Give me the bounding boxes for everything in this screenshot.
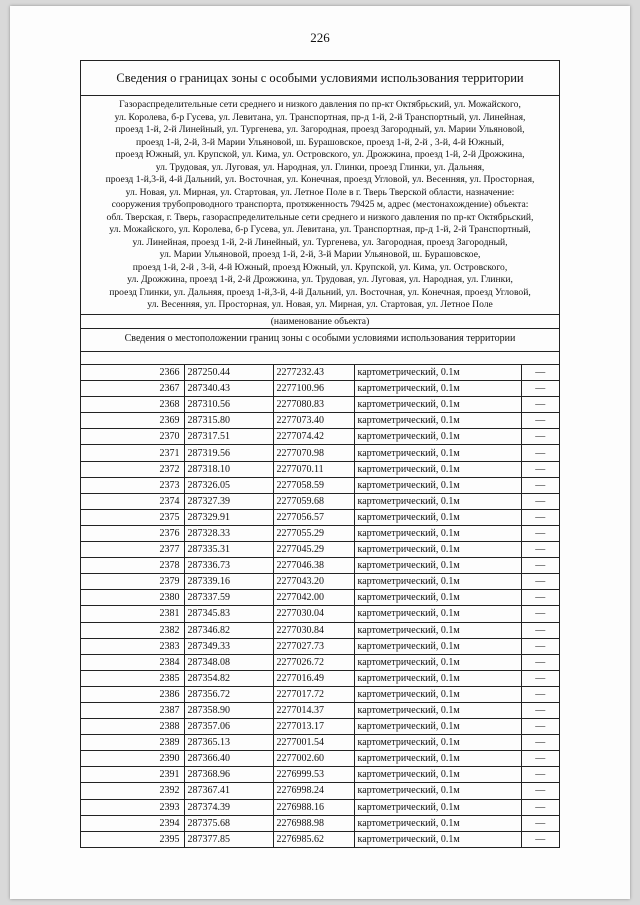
note-cell: — <box>521 686 559 702</box>
location-section-title: Сведения о местоположении границ зоны с особыми условиями использования территории <box>81 329 559 352</box>
note-cell: — <box>521 767 559 783</box>
table-row <box>81 509 559 525</box>
table-row <box>81 815 559 831</box>
zone-boundary-form <box>80 60 560 848</box>
y-coordinate-cell: 2277013.17 <box>273 719 354 735</box>
y-coordinate-cell: 2277100.96 <box>273 381 354 397</box>
object-description: Газораспределительные сети среднего и низкого давления по пр-кт Октябрьский, ул. Можайского, ул. Королева, б-р Гусева, ул. Левитана, ул. Транспортная, пр-д 1-й, 2-й Транспортный, ул. Линейная, проезд 1-й, 2-й Линейный, ул. Тургенева, ул. Загородная, проезд Загородный, ул. Марии Ульяновой, проезд 1-й, 2-й, 3-й Марии Ульяновой, ш. Бурашовское, проезд 1-й, 2-й , 3-й, 4-й Южный, проезд Южный, ул. Крупской, ул. Кима, ул. Островского, ул. Дрожжина, проезд 1-й, 2-й Дрожжина, ул. Трудовая, ул. Луговая, ул. Народная, ул. Глинки, проезд Глинки, ул. Дальняя, проезд 1-й,3-й, 4-й Дальний, ул. Восточная, ул. Конечная, проезд Угловой, ул. Весенняя, ул. Просторная, ул. Новая, ул. Мирная, ул. Стартовая, ул. Летное Поле в г. Тверь Тверской области, назначение: сооружения трубопроводного транспорта, протяженность 79425 м, адрес (местонахождение) объекта: обл. Тверская, г. Тверь, газораспределительные сети среднего и низкого давления по пр-кт Октябрьский, ул. Можайского, ул. Королева, б-р Гусева, ул. Левитана, ул. Транспортная, пр-д 1-й, 2-й Транспортный, ул. Линейная, проезд 1-й, 2-й Линейный, ул. Тургенева, ул. Загородная, проезд Загородный, ул. Марии Ульяновой, проезд 1-й, 2-й, 3-й Марии Ульяновой, ш. Бурашовское, проезд 1-й, 2-й , 3-й, 4-й Южный, проезд Южный, ул. Крупской, ул. Кима, ул. Островского, ул. Дрожжина, проезд 1-й, 2-й Дрожжина, ул. Трудовая, ул. Луговая, ул. Народная, ул. Глинки, проезд Глинки, ул. Дальняя, проезд 1-й,3-й, 4-й Дальний, ул. Восточная, ул. Конечная, проезд Угловой, ул. Весенняя, ул. Просторная, ул. Новая, ул. Мирная, ул. Стартовая, ул. Летное Поле <box>81 96 559 315</box>
y-coordinate-cell: 2277014.37 <box>273 702 354 718</box>
note-cell: — <box>521 719 559 735</box>
y-coordinate-cell: 2277055.29 <box>273 525 354 541</box>
method-cell: картометрический, 0.1м <box>354 429 521 445</box>
y-coordinate-cell: 2277030.84 <box>273 622 354 638</box>
y-coordinate-cell: 2277059.68 <box>273 493 354 509</box>
coordinates-table <box>81 365 559 848</box>
table-row <box>81 670 559 686</box>
table-row <box>81 751 559 767</box>
x-coordinate-cell: 287366.40 <box>184 751 273 767</box>
point-number-cell: 2375 <box>81 509 184 525</box>
table-row <box>81 574 559 590</box>
y-coordinate-cell: 2277074.42 <box>273 429 354 445</box>
method-cell: картометрический, 0.1м <box>354 815 521 831</box>
table-row <box>81 719 559 735</box>
method-cell: картометрический, 0.1м <box>354 365 521 381</box>
note-cell: — <box>521 622 559 638</box>
x-coordinate-cell: 287339.16 <box>184 574 273 590</box>
method-cell: картометрический, 0.1м <box>354 767 521 783</box>
method-cell: картометрический, 0.1м <box>354 397 521 413</box>
y-coordinate-cell: 2277030.04 <box>273 606 354 622</box>
point-number-cell: 2371 <box>81 445 184 461</box>
table-row <box>81 397 559 413</box>
table-row <box>81 702 559 718</box>
method-cell: картометрический, 0.1м <box>354 606 521 622</box>
note-cell: — <box>521 799 559 815</box>
page-number: 226 <box>310 30 330 45</box>
note-cell: — <box>521 670 559 686</box>
table-header-spacer <box>81 352 559 365</box>
point-number-cell: 2378 <box>81 558 184 574</box>
method-cell: картометрический, 0.1м <box>354 831 521 847</box>
table-row <box>81 381 559 397</box>
point-number-cell: 2376 <box>81 525 184 541</box>
note-cell: — <box>521 381 559 397</box>
x-coordinate-cell: 287329.91 <box>184 509 273 525</box>
method-cell: картометрический, 0.1м <box>354 751 521 767</box>
method-cell: картометрический, 0.1м <box>354 542 521 558</box>
table-row <box>81 493 559 509</box>
x-coordinate-cell: 287358.90 <box>184 702 273 718</box>
x-coordinate-cell: 287250.44 <box>184 365 273 381</box>
point-number-cell: 2372 <box>81 461 184 477</box>
x-coordinate-cell: 287354.82 <box>184 670 273 686</box>
note-cell: — <box>535 834 546 846</box>
method-cell: картометрический, 0.1м <box>354 799 521 815</box>
x-coordinate-cell: 287356.72 <box>184 686 273 702</box>
table-row <box>81 638 559 654</box>
table-row <box>81 477 559 493</box>
y-coordinate-cell: 2277042.00 <box>273 590 354 606</box>
table-row <box>81 654 559 670</box>
method-cell: картометрический, 0.1м <box>354 381 521 397</box>
x-coordinate-cell: 287337.59 <box>184 590 273 606</box>
table-row <box>81 831 559 847</box>
y-coordinate-cell: 2277232.43 <box>273 365 354 381</box>
table-row <box>81 735 559 751</box>
x-coordinate-cell: 287326.05 <box>184 477 273 493</box>
x-coordinate-cell: 287315.80 <box>184 413 273 429</box>
table-row <box>81 783 559 799</box>
x-coordinate-cell: 287328.33 <box>184 525 273 541</box>
table-row <box>81 429 559 445</box>
y-coordinate-cell: 2277017.72 <box>273 686 354 702</box>
x-coordinate-cell: 287349.33 <box>184 638 273 654</box>
point-number-cell: 2368 <box>81 397 184 413</box>
note-cell: — <box>521 542 559 558</box>
y-coordinate-cell: 2277045.29 <box>273 542 354 558</box>
note-cell: — <box>521 445 559 461</box>
point-number-cell: 2382 <box>81 622 184 638</box>
method-cell: картометрический, 0.1м <box>354 719 521 735</box>
y-coordinate-cell: 2277058.59 <box>273 477 354 493</box>
y-coordinate-cell: 2276988.16 <box>273 799 354 815</box>
method-cell: картометрический, 0.1м <box>354 686 521 702</box>
point-number-cell: 2386 <box>81 686 184 702</box>
method-cell: картометрический, 0.1м <box>354 622 521 638</box>
table-row <box>81 413 559 429</box>
method-cell: картометрический, 0.1м <box>354 493 521 509</box>
y-coordinate-cell: 2276985.62 <box>273 831 354 847</box>
point-number-cell: 2393 <box>81 799 184 815</box>
point-number-cell: 2389 <box>81 735 184 751</box>
table-row <box>81 590 559 606</box>
y-coordinate-cell: 2277056.57 <box>273 509 354 525</box>
method-cell: картометрический, 0.1м <box>354 413 521 429</box>
y-coordinate-cell: 2276999.53 <box>273 767 354 783</box>
table-row <box>81 542 559 558</box>
y-coordinate-cell: 2276988.98 <box>273 815 354 831</box>
point-number-cell: 2377 <box>81 542 184 558</box>
coordinates-table-body <box>81 365 559 848</box>
note-cell: — <box>521 702 559 718</box>
method-cell: картометрический, 0.1м <box>354 702 521 718</box>
x-coordinate-cell: 287357.06 <box>184 719 273 735</box>
note-cell: — <box>521 574 559 590</box>
x-coordinate-cell: 287310.56 <box>184 397 273 413</box>
y-coordinate-cell: 2277043.20 <box>273 574 354 590</box>
x-coordinate-cell: 287345.83 <box>184 606 273 622</box>
y-coordinate-cell: 2277016.49 <box>273 670 354 686</box>
note-cell: — <box>521 525 559 541</box>
method-cell: картометрический, 0.1м <box>354 654 521 670</box>
table-row <box>81 686 559 702</box>
point-number-cell: 2395 <box>81 831 184 847</box>
table-row <box>81 799 559 815</box>
method-cell: картометрический, 0.1м <box>354 574 521 590</box>
y-coordinate-cell: 2277002.60 <box>273 751 354 767</box>
point-number-cell: 2373 <box>81 477 184 493</box>
method-cell: картометрический, 0.1м <box>354 638 521 654</box>
note-cell: — <box>521 638 559 654</box>
object-name-caption: (наименование объекта) <box>81 315 559 329</box>
note-cell: — <box>521 493 559 509</box>
point-number-cell: 2390 <box>81 751 184 767</box>
method-cell: картометрический, 0.1м <box>354 670 521 686</box>
note-cell: — <box>521 365 559 381</box>
x-coordinate-cell: 287340.43 <box>184 381 273 397</box>
note-cell: — <box>521 815 559 831</box>
note-cell: — <box>521 654 559 670</box>
note-cell: — <box>521 509 559 525</box>
form-title: Сведения о границах зоны с особыми условиями использования территории <box>81 61 559 96</box>
point-number-cell: 2369 <box>81 413 184 429</box>
note-cell: — <box>521 413 559 429</box>
note-cell: — <box>521 397 559 413</box>
point-number-cell: 2394 <box>81 815 184 831</box>
y-coordinate-cell: 2276998.24 <box>273 783 354 799</box>
point-number-cell: 2366 <box>81 365 184 381</box>
note-cell: — <box>521 477 559 493</box>
x-coordinate-cell: 287319.56 <box>184 445 273 461</box>
point-number-cell: 2391 <box>81 767 184 783</box>
point-number-cell: 2380 <box>81 590 184 606</box>
x-coordinate-cell: 287327.39 <box>184 493 273 509</box>
x-coordinate-cell: 287336.73 <box>184 558 273 574</box>
note-cell: — <box>521 590 559 606</box>
x-coordinate-cell: 287367.41 <box>184 783 273 799</box>
x-coordinate-cell: 287335.31 <box>184 542 273 558</box>
y-coordinate-cell: 2277001.54 <box>273 735 354 751</box>
x-coordinate-cell: 287375.68 <box>184 815 273 831</box>
method-cell: картометрический, 0.1м <box>354 509 521 525</box>
y-coordinate-cell: 2277046.38 <box>273 558 354 574</box>
note-cell: — <box>521 429 559 445</box>
point-number-cell: 2374 <box>81 493 184 509</box>
note-cell: — <box>521 606 559 622</box>
table-row <box>81 525 559 541</box>
point-number-cell: 2379 <box>81 574 184 590</box>
point-number-cell: 2387 <box>81 702 184 718</box>
table-row <box>81 767 559 783</box>
y-coordinate-cell: 2277070.98 <box>273 445 354 461</box>
note-cell: — <box>521 751 559 767</box>
note-cell: — <box>521 558 559 574</box>
y-coordinate-cell: 2277026.72 <box>273 654 354 670</box>
method-cell: картометрический, 0.1м <box>354 783 521 799</box>
x-coordinate-cell: 287374.39 <box>184 799 273 815</box>
method-cell: картометрический, 0.1м <box>354 445 521 461</box>
point-number-cell: 2370 <box>81 429 184 445</box>
point-number-cell: 2388 <box>81 719 184 735</box>
method-cell: картометрический, 0.1м <box>354 525 521 541</box>
method-cell: картометрический, 0.1м <box>354 590 521 606</box>
point-number-cell: 2381 <box>81 606 184 622</box>
table-row <box>81 606 559 622</box>
x-coordinate-cell: 287368.96 <box>184 767 273 783</box>
table-row <box>81 622 559 638</box>
point-number-cell: 2367 <box>81 381 184 397</box>
table-row <box>81 558 559 574</box>
x-coordinate-cell: 287317.51 <box>184 429 273 445</box>
table-row <box>81 461 559 477</box>
point-number-cell: 2383 <box>81 638 184 654</box>
method-cell: картометрический, 0.1м <box>354 735 521 751</box>
point-number-cell: 2385 <box>81 670 184 686</box>
y-coordinate-cell: 2277080.83 <box>273 397 354 413</box>
y-coordinate-cell: 2277070.11 <box>273 461 354 477</box>
x-coordinate-cell: 287348.08 <box>184 654 273 670</box>
table-row <box>81 445 559 461</box>
point-number-cell: 2384 <box>81 654 184 670</box>
table-row <box>81 365 559 381</box>
x-coordinate-cell: 287346.82 <box>184 622 273 638</box>
x-coordinate-cell: 287318.10 <box>184 461 273 477</box>
method-cell: картометрический, 0.1м <box>354 477 521 493</box>
note-cell: — <box>521 461 559 477</box>
y-coordinate-cell: 2277073.40 <box>273 413 354 429</box>
point-number-cell: 2392 <box>81 783 184 799</box>
y-coordinate-cell: 2277027.73 <box>273 638 354 654</box>
method-cell: картометрический, 0.1м <box>354 558 521 574</box>
note-cell: — <box>521 783 559 799</box>
note-cell: — <box>521 735 559 751</box>
x-coordinate-cell: 287365.13 <box>184 735 273 751</box>
x-coordinate-cell: 287377.85 <box>184 831 273 847</box>
method-cell: картометрический, 0.1м <box>354 461 521 477</box>
